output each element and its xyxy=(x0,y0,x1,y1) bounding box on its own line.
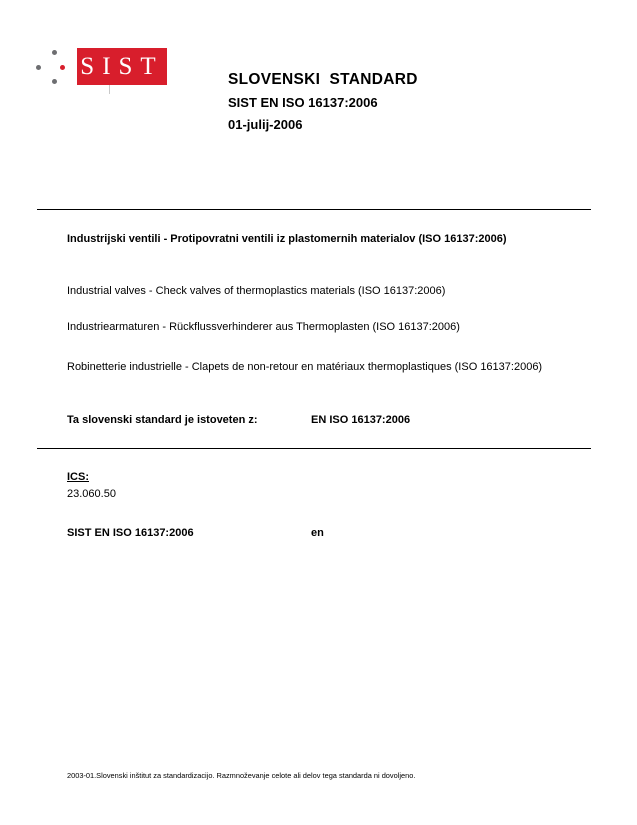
copyright-footer: 2003-01.Slovenski inštitut za standardizacijo. Razmnoževanje celote ali delov tega standarda ni dovoljeno. xyxy=(67,771,416,780)
logo-dot-left xyxy=(36,65,41,70)
logo-dots xyxy=(36,50,68,90)
equivalence-label: Ta slovenski standard je istoveten z: xyxy=(67,414,258,426)
title-slovenian: Industrijski ventili - Protipovratni ventili iz plastomernih materialov (ISO 16137:2006) xyxy=(67,233,507,245)
logo-dot-bottom xyxy=(52,79,57,84)
title-french: Robinetterie industrielle - Clapets de non-retour en matériaux thermoplastiques (ISO 16137:2006) xyxy=(67,361,543,373)
logo-dot-right xyxy=(60,65,65,70)
ics-value: 23.060.50 xyxy=(67,488,116,500)
middle-rule xyxy=(37,448,591,449)
standard-code: SIST EN ISO 16137:2006 xyxy=(228,95,378,110)
logo-divider xyxy=(109,85,110,94)
standard-heading: SLOVENSKI STANDARD xyxy=(228,71,418,88)
language-code: en xyxy=(311,527,324,539)
publication-date: 01-julij-2006 xyxy=(228,117,303,132)
sist-logo: SIST xyxy=(77,48,167,85)
ics-label: ICS: xyxy=(67,471,89,483)
title-english: Industrial valves - Check valves of thermoplastics materials (ISO 16137:2006) xyxy=(67,285,446,297)
top-rule xyxy=(37,209,591,210)
standard-code-repeat: SIST EN ISO 16137:2006 xyxy=(67,527,194,539)
title-german: Industriearmaturen - Rückflussverhinderer aus Thermoplasten (ISO 16137:2006) xyxy=(67,321,460,333)
equivalence-value: EN ISO 16137:2006 xyxy=(311,414,411,426)
logo-dot-top xyxy=(52,50,57,55)
